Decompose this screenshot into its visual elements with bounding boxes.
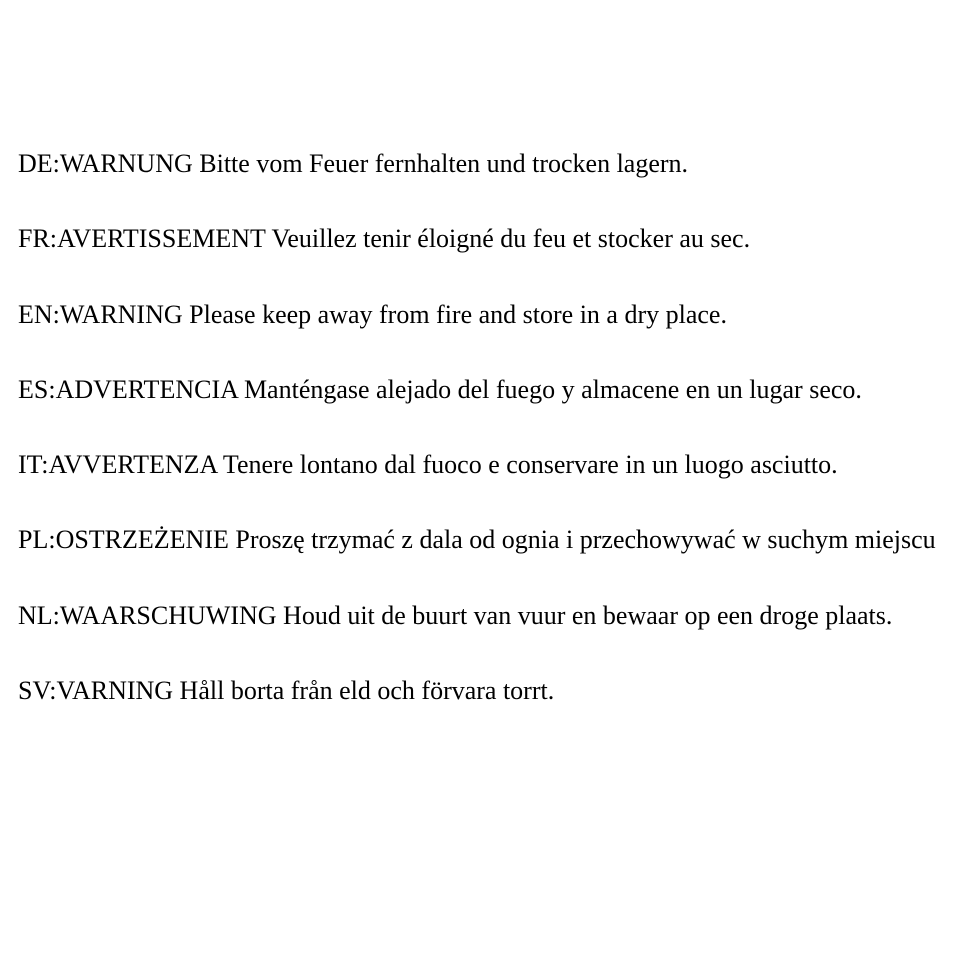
warning-line-it: IT:AVVERTENZA Tenere lontano dal fuoco e conservare in un luogo asciutto. [18, 450, 838, 480]
warning-document [18, 148, 980, 750]
warning-line-nl: NL:WAARSCHUWING Houd uit de buurt van vuur en bewaar op een droge plaats. [18, 600, 893, 630]
warning-line-en: EN:WARNING Please keep away from fire and store in a dry place. [18, 299, 727, 329]
warning-line-fr: FR:AVERTISSEMENT Veuillez tenir éloigné du feu et stocker au sec. [18, 224, 751, 254]
warning-line-es: ES:ADVERTENCIA Manténgase alejado del fuego y almacene en un lugar seco. [18, 374, 862, 404]
warning-line-de: DE:WARNUNG Bitte vom Feuer fernhalten und trocken lagern. [18, 149, 689, 178]
warning-line-pl: PL:OSTRZEŻENIE Proszę trzymać z dala od ognia i przechowywać w suchym miejscu [18, 525, 936, 555]
warning-line-sv: SV:VARNING Håll borta från eld och förvara torrt. [18, 676, 555, 706]
